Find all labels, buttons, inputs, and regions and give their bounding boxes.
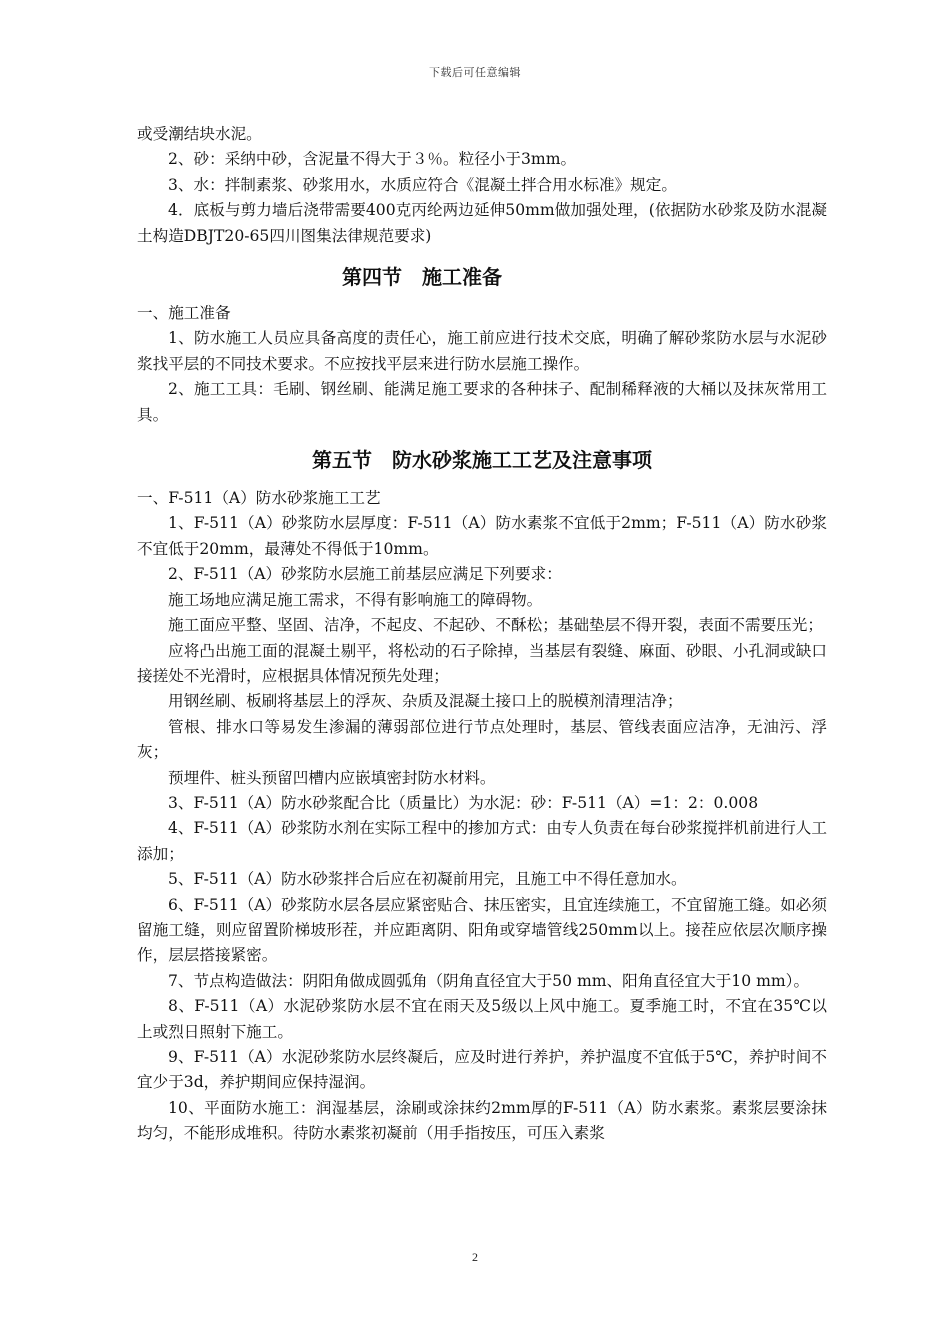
paragraph: 3、F-511（A）防水砂浆配合比（质量比）为水泥：砂：F-511（A）=1：2：0.008 — [168, 793, 759, 812]
paragraph: 管根、排水口等易发生渗漏的薄弱部位进行节点处理时，基层、管线表面应洁净，无油污、浮灰； — [137, 717, 827, 762]
section-5-subheading: 一、F-511（A）防水砂浆施工工艺 — [137, 489, 381, 508]
paragraph: 2、砂：采纳中砂，含泥量不得大于３％。粒径小于3mm。 — [168, 150, 577, 169]
section-5-title: 第五节 防水砂浆施工工艺及注意事项 — [312, 448, 652, 473]
paragraph: 1、防水施工人员应具备高度的责任心，施工前应进行技术交底，明确了解砂浆防水层与水泥砂浆找平层的不同技术要求。不应按找平层来进行防水层施工操作。 — [137, 329, 827, 373]
paragraph: 施工场地应满足施工需求，不得有影响施工的障碍物。 — [168, 590, 543, 609]
paragraph: 8、F-511（A）水泥砂浆防水层不宜在雨天及5级以上风中施工。夏季施工时，不宜在35℃以上或烈日照射下施工。 — [137, 997, 827, 1041]
page-header: 下载后可任意编辑 — [429, 66, 521, 79]
paragraph: 2、F-511（A）砂浆防水层施工前基层应满足下列要求： — [168, 565, 562, 584]
paragraph: 4、F-511（A）砂浆防水剂在实际工程中的掺加方式：由专人负责在每台砂浆搅拌机前进行人工添加； — [137, 819, 827, 863]
section-4-subheading: 一、施工准备 — [137, 304, 231, 323]
paragraph: 或受潮结块水泥。 — [137, 125, 262, 143]
paragraph: 2、施工工具：毛刷、钢丝刷、能满足施工要求的各种抹子、配制稀释液的大桶以及抹灰常用工具。 — [137, 380, 827, 424]
paragraph: 10、平面防水施工：润湿基层，涂刷或涂抹约2mm厚的F-511（A）防水素浆。素浆层要涂抹均匀，不能形成堆积。待防水素浆初凝前（用手指按压，可压入素浆 — [137, 1098, 827, 1143]
paragraph: 9、F-511（A）水泥砂浆防水层终凝后，应及时进行养护，养护温度不宜低于5℃，养护时间不宜少于3d，养护期间应保持湿润。 — [137, 1048, 827, 1092]
section-4-title: 第四节 施工准备 — [342, 265, 502, 290]
page-number: 2 — [472, 1250, 478, 1264]
paragraph: 5、F-511（A）防水砂浆拌合后应在初凝前用完，且施工中不得任意加水。 — [168, 870, 687, 889]
paragraph: 施工面应平整、坚固、洁净，不起皮、不起砂、不酥松；基础垫层不得开裂，表面不需要压光； — [168, 616, 823, 635]
paragraph: 4．底板与剪力墙后浇带需要400克丙纶两边延伸50mm做加强处理，(依据防水砂浆及防水混凝土构造DBJT20-65四川图集法律规范要求) — [137, 201, 827, 245]
paragraph: 6、F-511（A）砂浆防水层各层应紧密贴合、抹压密实，且宜连续施工，不宜留施工缝。如必须留施工缝，则应留置阶梯坡形茬，并应距离阴、阳角或穿墙管线250mm以上。接茬应依层次顺序操作，层层搭接紧密。 — [137, 895, 827, 965]
paragraph: 7、节点构造做法：阴阳角做成圆弧角（阴角直径宜大于50 mm、阳角直径宜大于10 mm）。 — [168, 971, 810, 990]
paragraph: 预埋件、桩头预留凹槽内应嵌填密封防水材料。 — [168, 768, 496, 787]
paragraph: 1、F-511（A）砂浆防水层厚度：F-511（A）防水素浆不宜低于2mm；F-511（A）防水砂浆不宜低于20mm，最薄处不得低于10mm。 — [137, 514, 827, 558]
document-body — [137, 122, 827, 1147]
paragraph: 3、水：拌制素浆、砂浆用水，水质应符合《混凝土拌合用水标准》规定。 — [168, 175, 677, 194]
paragraph: 应将凸出施工面的混凝土剔平，将松动的石子除掉，当基层有裂缝、麻面、砂眼、小孔洞或缺口接搓处不光滑时，应根据具体情况预先处理； — [137, 641, 827, 685]
paragraph: 用钢丝刷、板刷将基层上的浮灰、杂质及混凝土接口上的脱模剂清理洁净； — [168, 692, 683, 711]
